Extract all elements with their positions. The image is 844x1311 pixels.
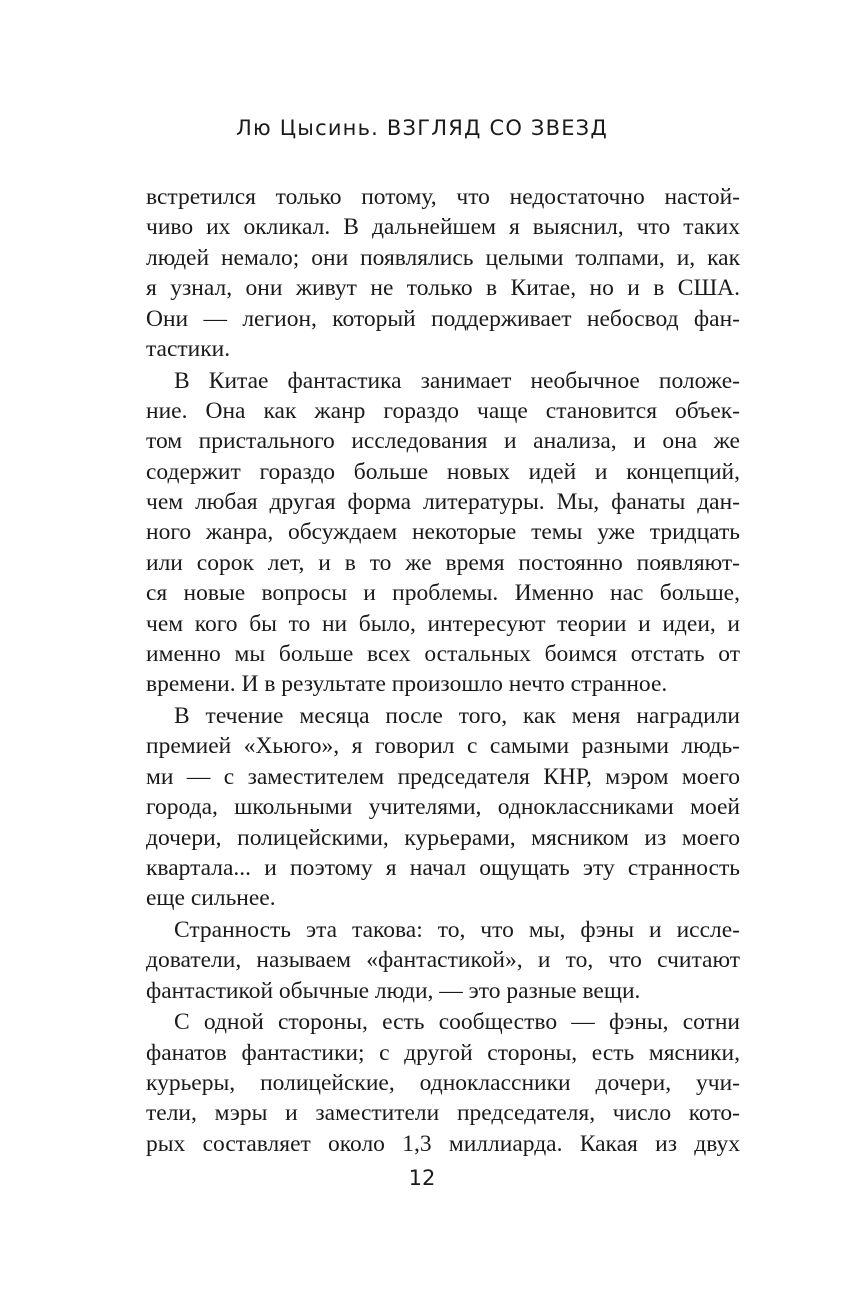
text-line: рых составляет около 1,3 миллиарда. Какая из двух (146, 1130, 740, 1157)
text-line: В Китае фантастика занимает необычное положе- (174, 367, 740, 394)
page-body (146, 182, 740, 1160)
text-line: чиво их окликал. В дальнейшем я выяснил, что таких (146, 214, 740, 241)
paragraph (146, 701, 740, 914)
text-line: Они — легион, который поддерживает небосвод фан- (146, 305, 740, 332)
text-line: ми — с заместителем председателя КНР, мэром моего (146, 763, 740, 790)
text-line: квартала... и поэтому я начал ощущать эту странность (146, 854, 740, 881)
text-line: чем кого бы то ни было, интересуют теории и идеи, и (146, 610, 740, 637)
text-line: В течение месяца после того, как меня наградили (174, 703, 740, 730)
text-line: дочери, полицейскими, курьерами, мясником из моего (146, 824, 740, 851)
text-line: чем любая другая форма литературы. Мы, фанаты дан- (146, 489, 740, 516)
text-line: людей немало; они появлялись целыми толпами, и, как (146, 244, 740, 271)
text-line: тели, мэры и заместители председателя, число кото- (146, 1100, 740, 1127)
text-line: еще сильнее. (146, 885, 276, 912)
text-line: фантастикой обычные люди, — это разные вещи. (146, 977, 641, 1004)
text-line: курьеры, полицейские, одноклассники дочери, учи- (146, 1070, 740, 1097)
text-line: времени. И в результате произошло нечто странное. (146, 671, 668, 698)
text-line: я узнал, они живут не только в Китае, но и в США. (146, 275, 740, 302)
text-line: Странность эта такова: то, что мы, фэны и иссле- (174, 916, 740, 943)
text-line: ся новые вопросы и проблемы. Именно нас больше, (146, 580, 740, 607)
text-line: содержит гораздо больше новых идей и концепций, (146, 458, 740, 485)
text-line: или сорок лет, и в то же время постоянно появляют- (146, 549, 740, 576)
paragraph (146, 1007, 740, 1159)
text-line: ного жанра, обсуждаем некоторые темы уже тридцать (146, 519, 740, 546)
paragraph (146, 366, 740, 700)
text-line: ние. Она как жанр гораздо чаще становится объек- (146, 397, 740, 424)
text-line: именно мы больше всех остальных боимся отстать от (146, 641, 740, 668)
text-line: премией «Хьюго», я говорил с самыми разными людь- (146, 733, 740, 760)
text-line: города, школьными учителями, одноклассниками моей (146, 794, 740, 821)
text-line: фанатов фантастики; с другой стороны, есть мясники, (146, 1039, 740, 1066)
paragraph (146, 915, 740, 1006)
text-line: С одной стороны, есть сообщество — фэны, сотни (174, 1009, 740, 1036)
running-title: Лю Цысинь. ВЗГЛЯД СО ЗВЕЗД (236, 116, 608, 140)
text-line: встретился только потому, что недостаточно настой- (146, 184, 740, 210)
text-line: том пристального исследования и анализа, и она же (146, 428, 740, 455)
page-number: 12 (408, 1166, 436, 1190)
text-line: тастики. (146, 335, 231, 362)
text-line: дователи, называем «фантастикой», и то, что считают (146, 947, 740, 974)
paragraph (146, 182, 740, 364)
